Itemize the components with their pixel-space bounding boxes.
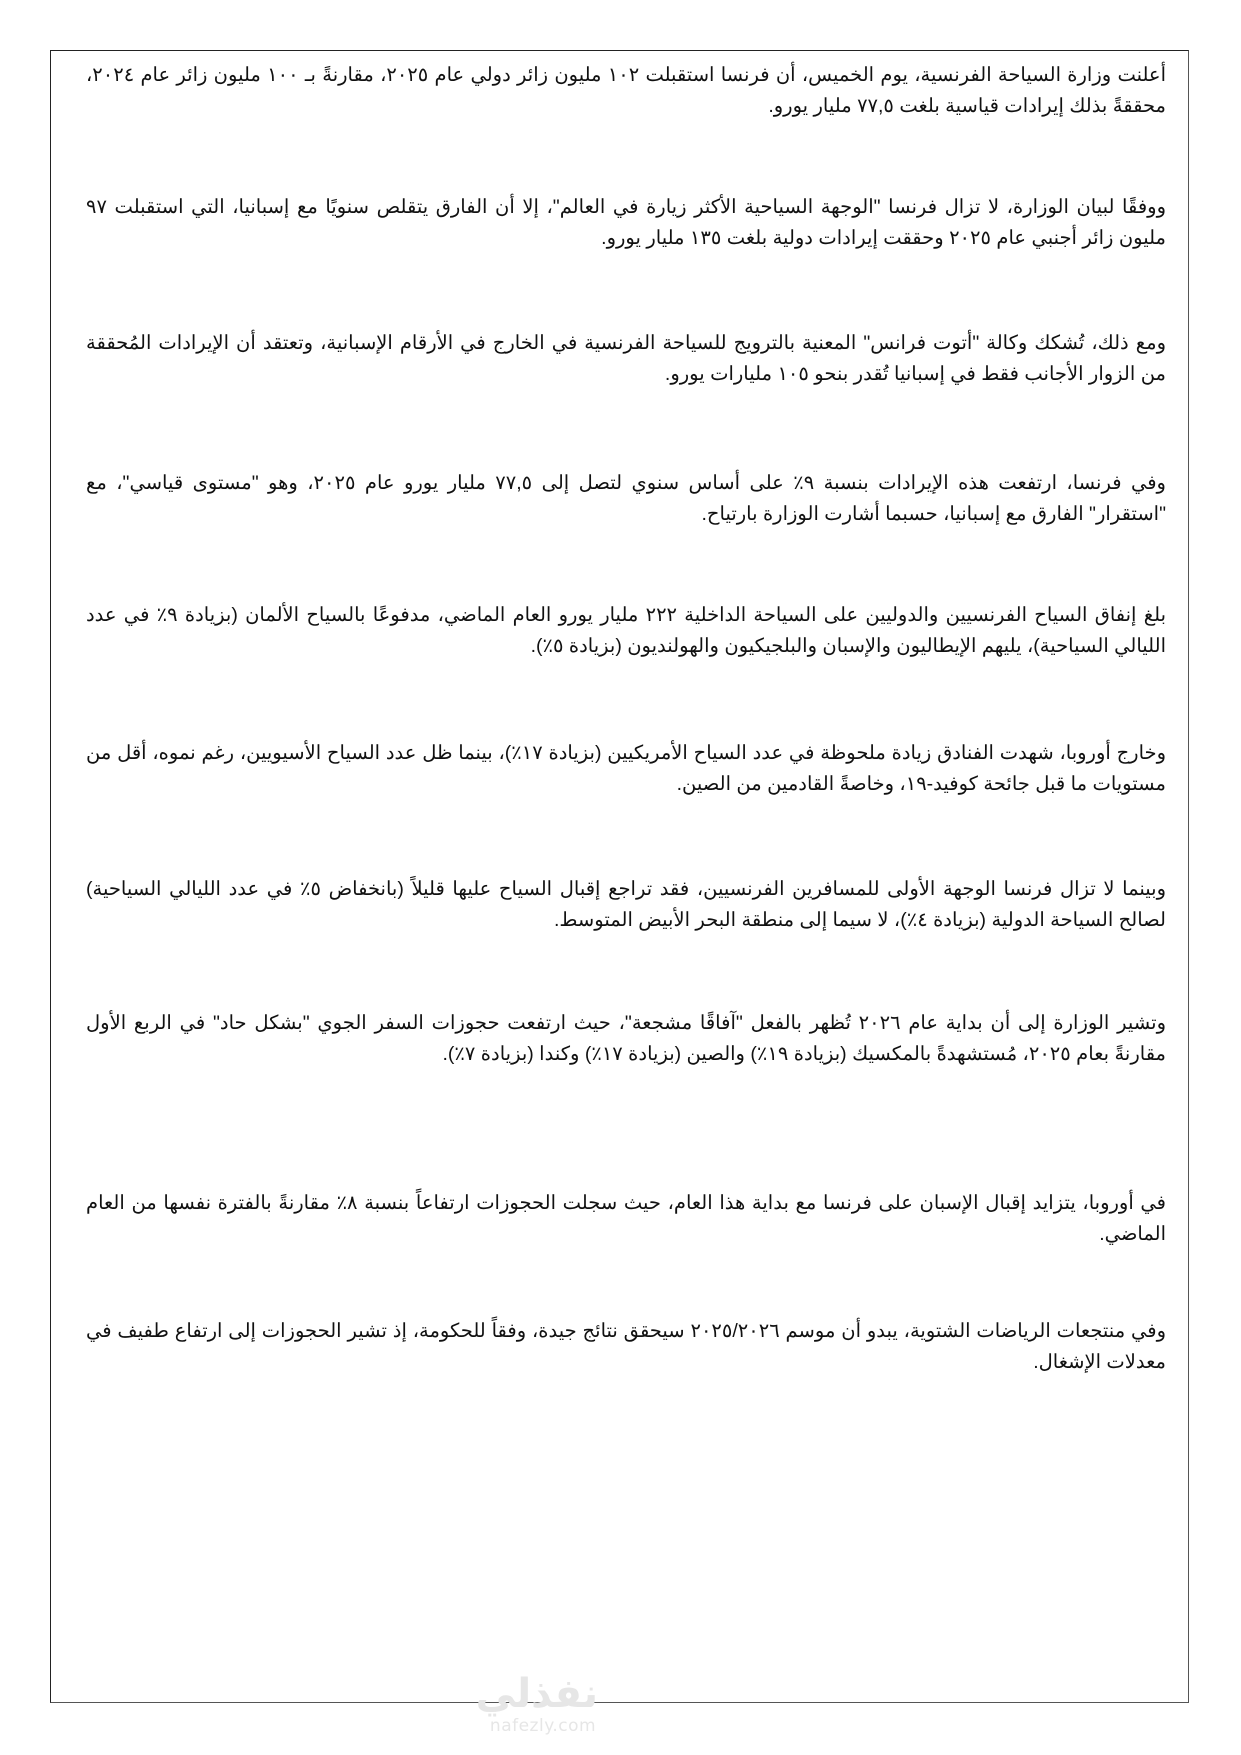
paragraph-2026-outlook: وتشير الوزارة إلى أن بداية عام ٢٠٢٦ تُظهر بالفعل "آفاقًا مشجعة"، حيث ارتفعت حجوزات السفر الجوي "بشكل حاد" في الربع الأول مقارنةً بعام ٢٠٢٥، مُستشهدةً بالمكسيك (بزيادة ١٩٪) والصين (بزيادة ١٧٪) وكندا (بزيادة ٧٪). — [86, 1012, 1166, 1065]
paragraph-winter-resorts: وفي منتجعات الرياضات الشتوية، يبدو أن موسم ٢٠٢٥/٢٠٢٦ سيحقق نتائج جيدة، وفقاً للحكومة، إذ تشير الحجوزات إلى ارتفاع طفيف في معدلات الإشغال. — [86, 1320, 1166, 1373]
paragraph-outside-europe: وخارج أوروبا، شهدت الفنادق زيادة ملحوظة في عدد السياح الأمريكيين (بزيادة ١٧٪)، بينما ظل عدد السياح الأسيويين، رغم نموه، أقل من مستويات ما قبل جائحة كوفيد-١٩، وخاصةً القادمين من الصين. — [86, 742, 1166, 795]
paragraph-europe-bookings: في أوروبا، يتزايد إقبال الإسبان على فرنسا مع بداية هذا العام، حيث سجلت الحجوزات ارتفاعاً بنسبة ٨٪ مقارنةً بالفترة نفسها من العام الماضي. — [86, 1192, 1166, 1245]
paragraph-atout-france: ومع ذلك، تُشكك وكالة "أتوت فرانس" المعنية بالترويج للسياحة الفرنسية في الخارج في الأرقام الإسبانية، وتعتقد أن الإيرادات المُحققة من الزوار الأجانب فقط في إسبانيا تُقدر بنحو ١٠٥ مليارات يورو. — [86, 332, 1166, 385]
paragraph-france-revenue: وفي فرنسا، ارتفعت هذه الإيرادات بنسبة ٩٪ على أساس سنوي لتصل إلى ٧٧,٥ مليار يورو عام ٢٠٢٥، وهو "مستوى قياسي"، مع "استقرار" الفارق مع إسبانيا، حسبما أشارت الوزارة بارتياح. — [86, 472, 1166, 525]
paragraph-announcement: أعلنت وزارة السياحة الفرنسية، يوم الخميس، أن فرنسا استقبلت ١٠٢ مليون زائر دولي عام ٢٠٢٥، مقارنةً بـ ١٠٠ مليون زائر عام ٢٠٢٤، محققةً بذلك إيرادات قياسية بلغت ٧٧,٥ مليار يورو. — [86, 64, 1166, 117]
paragraph-french-travelers: وبينما لا تزال فرنسا الوجهة الأولى للمسافرين الفرنسيين، فقد تراجع إقبال السياح عليها قليلاً (بانخفاض ٥٪ في عدد الليالي السياحية) لصالح السياحة الدولية (بزيادة ٤٪)، لا سيما إلى منطقة البحر الأبيض المتوسط. — [86, 878, 1166, 931]
watermark-site: nafezly.com — [489, 1716, 597, 1736]
watermark — [475, 1671, 598, 1736]
watermark-logo-text: نفذلي — [475, 1671, 598, 1717]
paragraph-domestic-spending: بلغ إنفاق السياح الفرنسيين والدوليين على السياحة الداخلية ٢٢٢ مليار يورو العام الماضي، مدفوعًا بالسياح الألمان (بزيادة ٩٪ في عدد الليالي السياحية)، يليهم الإيطاليون والإسبان والبلجيكيون والهولنديون (بزيادة ٥٪). — [86, 604, 1166, 657]
paragraph-ministry-statement: ووفقًا لبيان الوزارة، لا تزال فرنسا "الوجهة السياحية الأكثر زيارة في العالم"، إلا أن الفارق يتقلص سنويًا مع إسبانيا، التي استقبلت ٩٧ مليون زائر أجنبي عام ٢٠٢٥ وحققت إيرادات دولية بلغت ١٣٥ مليار يورو. — [86, 196, 1166, 249]
